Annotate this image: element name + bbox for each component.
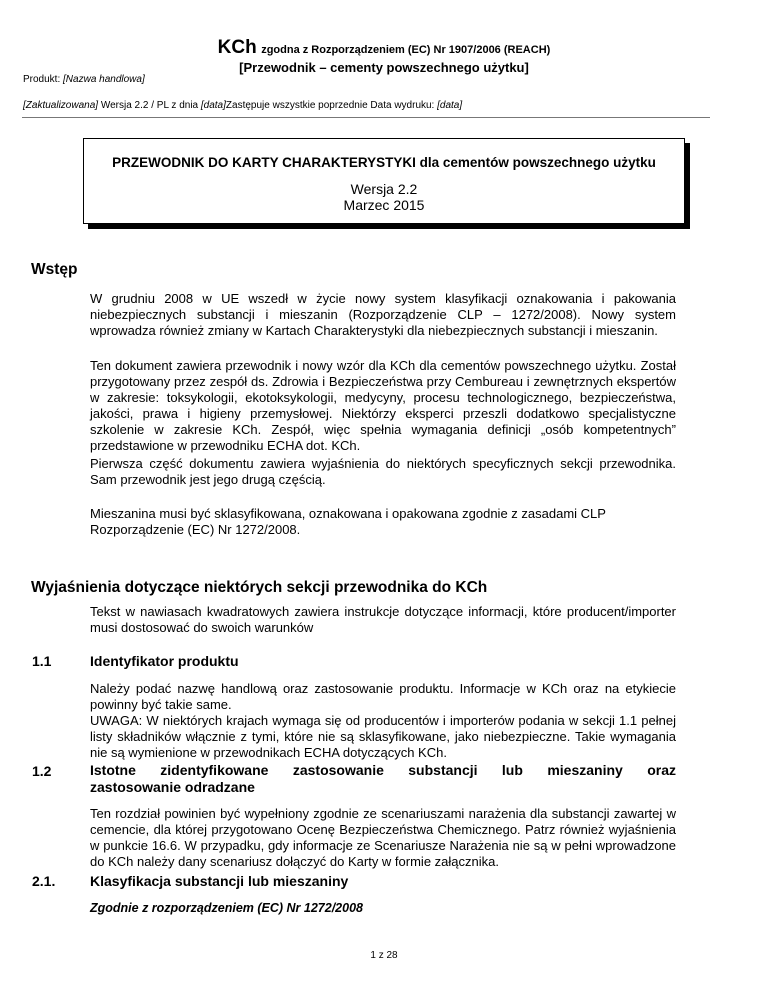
guide-version: Wersja 2.2	[350, 181, 418, 197]
section-1-2-number: 1.2	[32, 763, 52, 779]
product-value: [Nazwa handlowa]	[63, 74, 145, 85]
section-1-1-title: Identyfikator produktu	[90, 653, 239, 669]
section-2-1-title: Klasyfikacja substancji lub mieszaniny	[90, 873, 349, 889]
updated-label: [Zaktualizowana]	[23, 100, 99, 111]
section-1-1-text-1: Należy podać nazwę handlową oraz zastosowanie produktu. Informacje w KCh oraz na etykiecie powinny być takie same.	[90, 681, 676, 712]
guide-date: Marzec 2015	[343, 197, 425, 213]
guide-subtitle: [Przewodnik – cementy powszechnego użytku]	[239, 60, 529, 75]
intro-paragraph-2: Ten dokument zawiera przewodnik i nowy wzór dla KCh dla cementów powszechnego użytku. Został przygotowany przez zespół ds. Zdrowia i Bezpieczeństwa przy Cembureau i zewnętrznych ekspertów w zakresie: toksykologii, ekotoksykologii, medycyny, procesu technologicznego, bezpieczeństwa, jakości, prawa i higieny przemysłowej. Niektórzy eksperci przeszli dodatkowo specjalistyczne szkolenie w zakresie KCh. Zespół, więc spełnia wymagania definicji „osób kompetentnych” przedstawione w przewodniku ECHA dot. KCh.	[90, 358, 676, 453]
regulation-text: zgodna z Rozporządzeniem (EC) Nr 1907/2006 (REACH)	[261, 44, 551, 56]
section-1-1-number: 1.1	[32, 653, 52, 669]
intro-paragraph-1: W grudniu 2008 w UE wszedł w życie nowy system klasyfikacji oznakowania i pakowania niebezpiecznych substancji i mieszanin (Rozporządzenie CLP – 1272/2008). Nowy system wprowadza również zmiany w Kartach Charakterystyki dla niebezpiecznych substancji i mieszanin.	[90, 291, 676, 338]
intro-heading: Wstęp	[31, 261, 78, 278]
section-1-2-title-line-2: zastosowanie odradzane	[90, 779, 255, 795]
header-divider	[22, 117, 710, 118]
print-date: [data]	[437, 100, 463, 111]
intro-paragraph-4: Mieszanina musi być sklasyfikowana, oznakowana i opakowana zgodnie z zasadami CLP Rozporządzenie (EC) Nr 1272/2008.	[90, 506, 606, 537]
version-line	[23, 100, 462, 111]
explanations-paragraph: Tekst w nawiasach kwadratowych zawiera instrukcje dotyczące informacji, które producent/importer musi dostosować do swoich warunków	[90, 604, 676, 635]
replaces-text: Zastępuje wszystkie poprzednie Data wydruku:	[225, 100, 438, 111]
section-1-2-text: Ten rozdział powinien być wypełniony zgodnie ze scenariuszami narażenia dla substancji zawartej w cemencie, dla której przygotowano Ocenę Bezpieczeństwa Chemicznego. Patrz również wyjaśnienia w punkcie 16.6. W przypadku, gdy informacje ze Scenariusze Narażenia nie są w pełni wprowadzone do KCh należy dany scenariusz dołączyć do Karty w formie załącznika.	[90, 806, 676, 869]
guide-title: PRZEWODNIK DO KARTY CHARAKTERYSTYKI dla cementów powszechnego użytku	[112, 155, 656, 170]
title-box	[83, 138, 685, 224]
version-text: Wersja 2.2 / PL z dnia	[98, 100, 201, 111]
product-label: Produkt:	[23, 74, 64, 85]
intro-paragraph-3: Pierwsza część dokumentu zawiera wyjaśnienia do niektórych specyficznych sekcji przewodnika. Sam przewodnik jest jego drugą częścią.	[90, 456, 676, 487]
explanations-heading: Wyjaśnienia dotyczące niektórych sekcji przewodnika do KCh	[31, 579, 488, 596]
header-title	[0, 38, 768, 57]
product-line	[23, 74, 145, 85]
section-2-1-subtitle: Zgodnie z rozporządzeniem (EC) Nr 1272/2008	[90, 901, 363, 915]
date-label: [data]	[200, 100, 226, 111]
kch-label: KCh	[217, 37, 257, 58]
section-1-1-text-2: UWAGA: W niektórych krajach wymaga się od producentów i importerów podania w sekcji 1.1 pełnej listy składników włącznie z tymi, które nie są sklasyfikowane, jako niebezpieczne. Takie wymagania nie są wymienione w przewodnikach ECHA dotyczących KCh.	[90, 713, 676, 760]
section-1-2-title-line-1: Istotne zidentyfikowane zastosowanie substancji lub mieszaniny oraz	[90, 762, 676, 778]
section-2-1-number: 2.1.	[32, 873, 56, 889]
page-number: 1 z 28	[370, 950, 398, 961]
